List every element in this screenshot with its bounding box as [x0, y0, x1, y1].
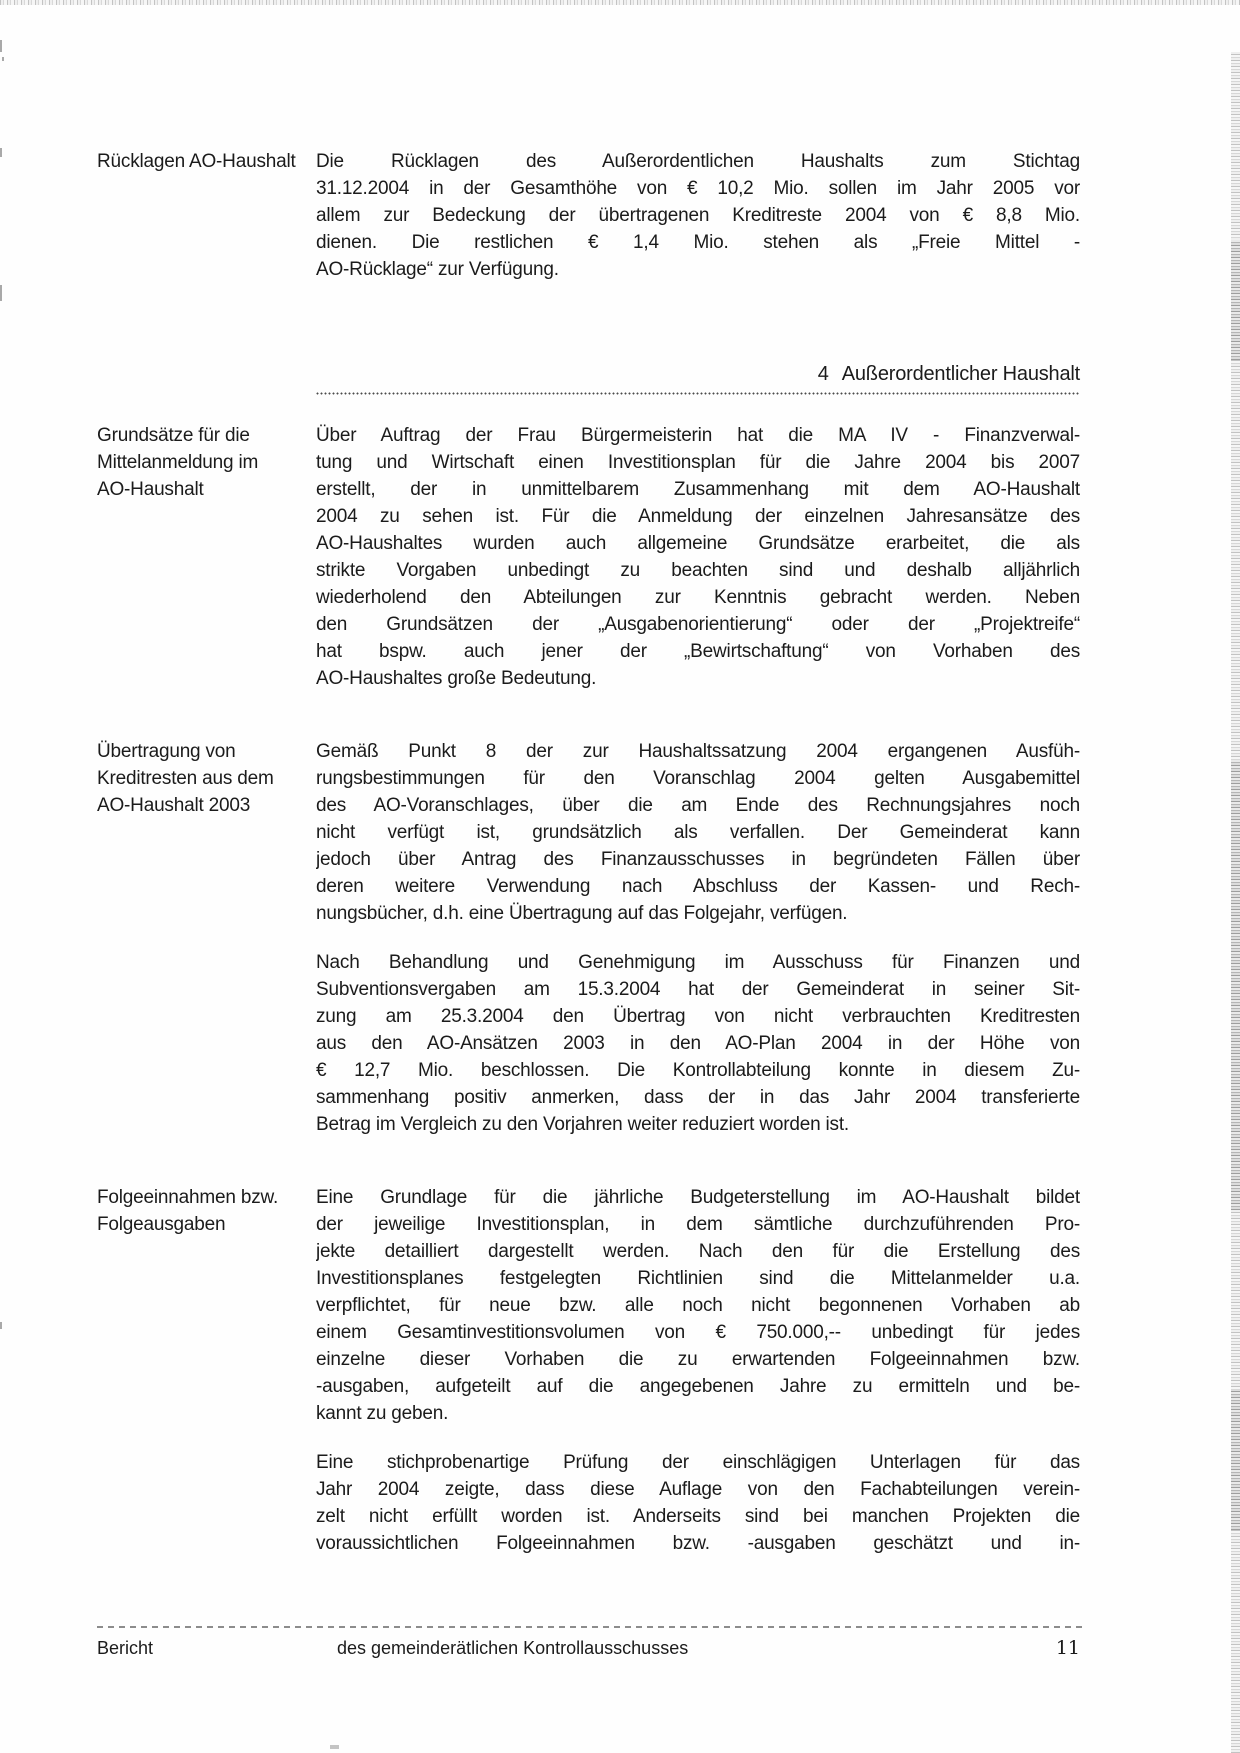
text-line: Über Auftrag der Frau Bürgermeisterin hat die MA IV - Finanzverwal- [316, 425, 1080, 446]
text-line: des AO-Voranschlages, über die am Ende des Rechnungsjahres noch [316, 795, 1080, 816]
scan-artifact-right-edge [1231, 1390, 1240, 1530]
content-block [97, 738, 1080, 1138]
footer-page-number: 11 [1055, 1637, 1080, 1659]
text-line: einzelne dieser Vorhaben die zu erwartenden Folgeeinnahmen bzw. [316, 1349, 1080, 1370]
paragraph [316, 148, 1080, 283]
document-body [97, 148, 1080, 1557]
footer-report-title: Bericht [97, 1638, 154, 1658]
text-line: AO-Haushaltes wurden auch allgemeine Grundsätze erarbeitet, die als [316, 533, 1080, 554]
scan-artifact-right-edge [1231, 240, 1240, 360]
text-line: einem Gesamtinvestitionsvolumen von € 750.000,-- unbedingt für jedes [316, 1322, 1080, 1343]
section-title: Außerordentlicher Haushalt [841, 363, 1080, 385]
text-line: erstellt, der in unmittelbarem Zusammenhang mit dem AO-Haushalt [316, 479, 1080, 500]
text-line: tung und Wirtschaft einen Investitionsplan für die Jahre 2004 bis 2007 [316, 452, 1080, 473]
margin-label-line: Kreditresten aus dem [97, 768, 274, 789]
text-line: kannt zu geben. [316, 1403, 449, 1424]
text-line: strikte Vorgaben unbedingt zu beachten sind und deshalb alljährlich [316, 560, 1080, 581]
section-dotted-rule [316, 392, 1080, 396]
scan-speck [0, 285, 2, 301]
content-block [97, 148, 1080, 283]
paragraph [316, 949, 1080, 1138]
content-block [97, 1184, 1080, 1557]
text-line: Investitionsplanes festgelegten Richtlinien sind die Mittelanmelder u.a. [316, 1268, 1080, 1289]
margin-label-line: Übertragung von [97, 741, 236, 762]
paragraph [316, 738, 1080, 927]
content-block [97, 422, 1080, 692]
text-line: Eine stichprobenartige Prüfung der einschlägigen Unterlagen für das [316, 1452, 1080, 1473]
block-paragraphs [316, 422, 1080, 692]
margin-label-line: Folgeeinnahmen bzw. [97, 1187, 279, 1208]
text-line: hat bspw. auch jener der „Bewirtschaftung“ von Vorhaben des [316, 641, 1080, 662]
scan-speck [330, 1745, 339, 1749]
margin-label-line: AO-Haushalt 2003 [97, 795, 251, 816]
text-line: der jeweilige Investitionsplan, in dem sämtliche durchzuführenden Pro- [316, 1214, 1080, 1235]
text-line: Betrag im Vergleich zu den Vorjahren weiter reduziert worden ist. [316, 1114, 849, 1135]
text-line: rungsbestimmungen für den Voranschlag 2004 gelten Ausgabemittel [316, 768, 1080, 789]
text-line: Die Rücklagen des Außerordentlichen Haushalts zum Stichtag [316, 151, 1080, 172]
text-line: Gemäß Punkt 8 der zur Haushaltssatzung 2004 ergangenen Ausfüh- [316, 741, 1080, 762]
paragraph [316, 1184, 1080, 1427]
text-line: zung am 25.3.2004 den Übertrag von nicht verbrauchten Kreditresten [316, 1006, 1080, 1027]
text-line: nicht verfügt ist, grundsätzlich als verfallen. Der Gemeinderat kann [316, 822, 1080, 843]
scan-speck [0, 148, 2, 157]
section-heading [97, 361, 1080, 388]
text-line: verpflichtet, für neue bzw. alle noch nicht begonnenen Vorhaben ab [316, 1295, 1080, 1316]
paragraph [316, 422, 1080, 692]
section-header-row [97, 361, 1080, 396]
scan-speck [0, 40, 2, 52]
text-line: Subventionsvergaben am 15.3.2004 hat der Gemeinderat in seiner Sit- [316, 979, 1080, 1000]
footer-row [97, 1636, 1080, 1660]
section-number: 4 [817, 363, 829, 385]
text-line: dienen. Die restlichen € 1,4 Mio. stehen als „Freie Mittel - [316, 232, 1080, 253]
text-line: -ausgaben, aufgeteilt auf die angegebenen Jahre zu ermitteln und be- [316, 1376, 1080, 1397]
scan-artifact-top-edge [0, 0, 1240, 5]
text-line: 2004 zu sehen ist. Für die Anmeldung der einzelnen Jahresansätze des [316, 506, 1080, 527]
text-line: wiederholend den Abteilungen zur Kenntnis gebracht werden. Neben [316, 587, 1080, 608]
margin-label-line: AO-Haushalt [97, 479, 204, 500]
text-line: Jahr 2004 zeigte, dass diese Auflage von den Fachabteilungen verein- [316, 1479, 1080, 1500]
text-line: Nach Behandlung und Genehmigung im Ausschuss für Finanzen und [316, 952, 1080, 973]
margin-label [97, 738, 316, 1138]
block-paragraphs [316, 1184, 1080, 1557]
text-line: 31.12.2004 in der Gesamthöhe von € 10,2 Mio. sollen im Jahr 2005 vor [316, 178, 1080, 199]
paragraph [316, 1449, 1080, 1557]
margin-label-line: Folgeausgaben [97, 1214, 226, 1235]
text-line: AO-Rücklage“ zur Verfügung. [316, 259, 559, 280]
footer-report-subtitle: des gemeinderätlichen Kontrollausschusses [337, 1638, 689, 1658]
block-paragraphs [316, 738, 1080, 1138]
scan-artifact-right-edge [1231, 760, 1240, 1210]
text-line: nungsbücher, d.h. eine Übertragung auf das Folgejahr, verfügen. [316, 903, 848, 924]
text-line: allem zur Bedeckung der übertragenen Kreditreste 2004 von € 8,8 Mio. [316, 205, 1080, 226]
text-line: deren weitere Verwendung nach Abschluss der Kassen- und Rech- [316, 876, 1080, 897]
text-line: aus den AO-Ansätzen 2003 in den AO-Plan 2004 in der Höhe von [316, 1033, 1080, 1054]
scan-speck [2, 57, 4, 61]
margin-label [97, 422, 316, 692]
text-line: sammenhang positiv anmerken, dass der in das Jahr 2004 transferierte [316, 1087, 1080, 1108]
margin-label [97, 148, 316, 283]
margin-label-line: Mittelanmeldung im [97, 452, 259, 473]
text-line: zelt nicht erfüllt worden ist. Anderseits sind bei manchen Projekten die [316, 1506, 1080, 1527]
margin-label [97, 1184, 316, 1557]
margin-label-line: Grundsätze für die [97, 425, 250, 446]
footer-dashed-rule [97, 1626, 1082, 1628]
page-footer [97, 1626, 1080, 1660]
text-line: € 12,7 Mio. beschlossen. Die Kontrollabteilung konnte in diesem Zu- [316, 1060, 1080, 1081]
margin-label-line: Rücklagen AO-Haushalt [97, 151, 296, 172]
text-line: jekte detailliert dargestellt werden. Nach den für die Erstellung des [316, 1241, 1080, 1262]
text-line: AO-Haushaltes große Bedeutung. [316, 668, 597, 689]
text-line: voraussichtlichen Folgeeinnahmen bzw. -ausgaben geschätzt und in- [316, 1533, 1080, 1554]
scan-speck [0, 1322, 2, 1329]
text-line: jedoch über Antrag des Finanzausschusses in begründeten Fällen über [316, 849, 1080, 870]
text-line: den Grundsätzen der „Ausgabenorientierung“ oder der „Projektreife“ [316, 614, 1080, 635]
text-line: Eine Grundlage für die jährliche Budgeterstellung im AO-Haushalt bildet [316, 1187, 1080, 1208]
block-paragraphs [316, 148, 1080, 283]
